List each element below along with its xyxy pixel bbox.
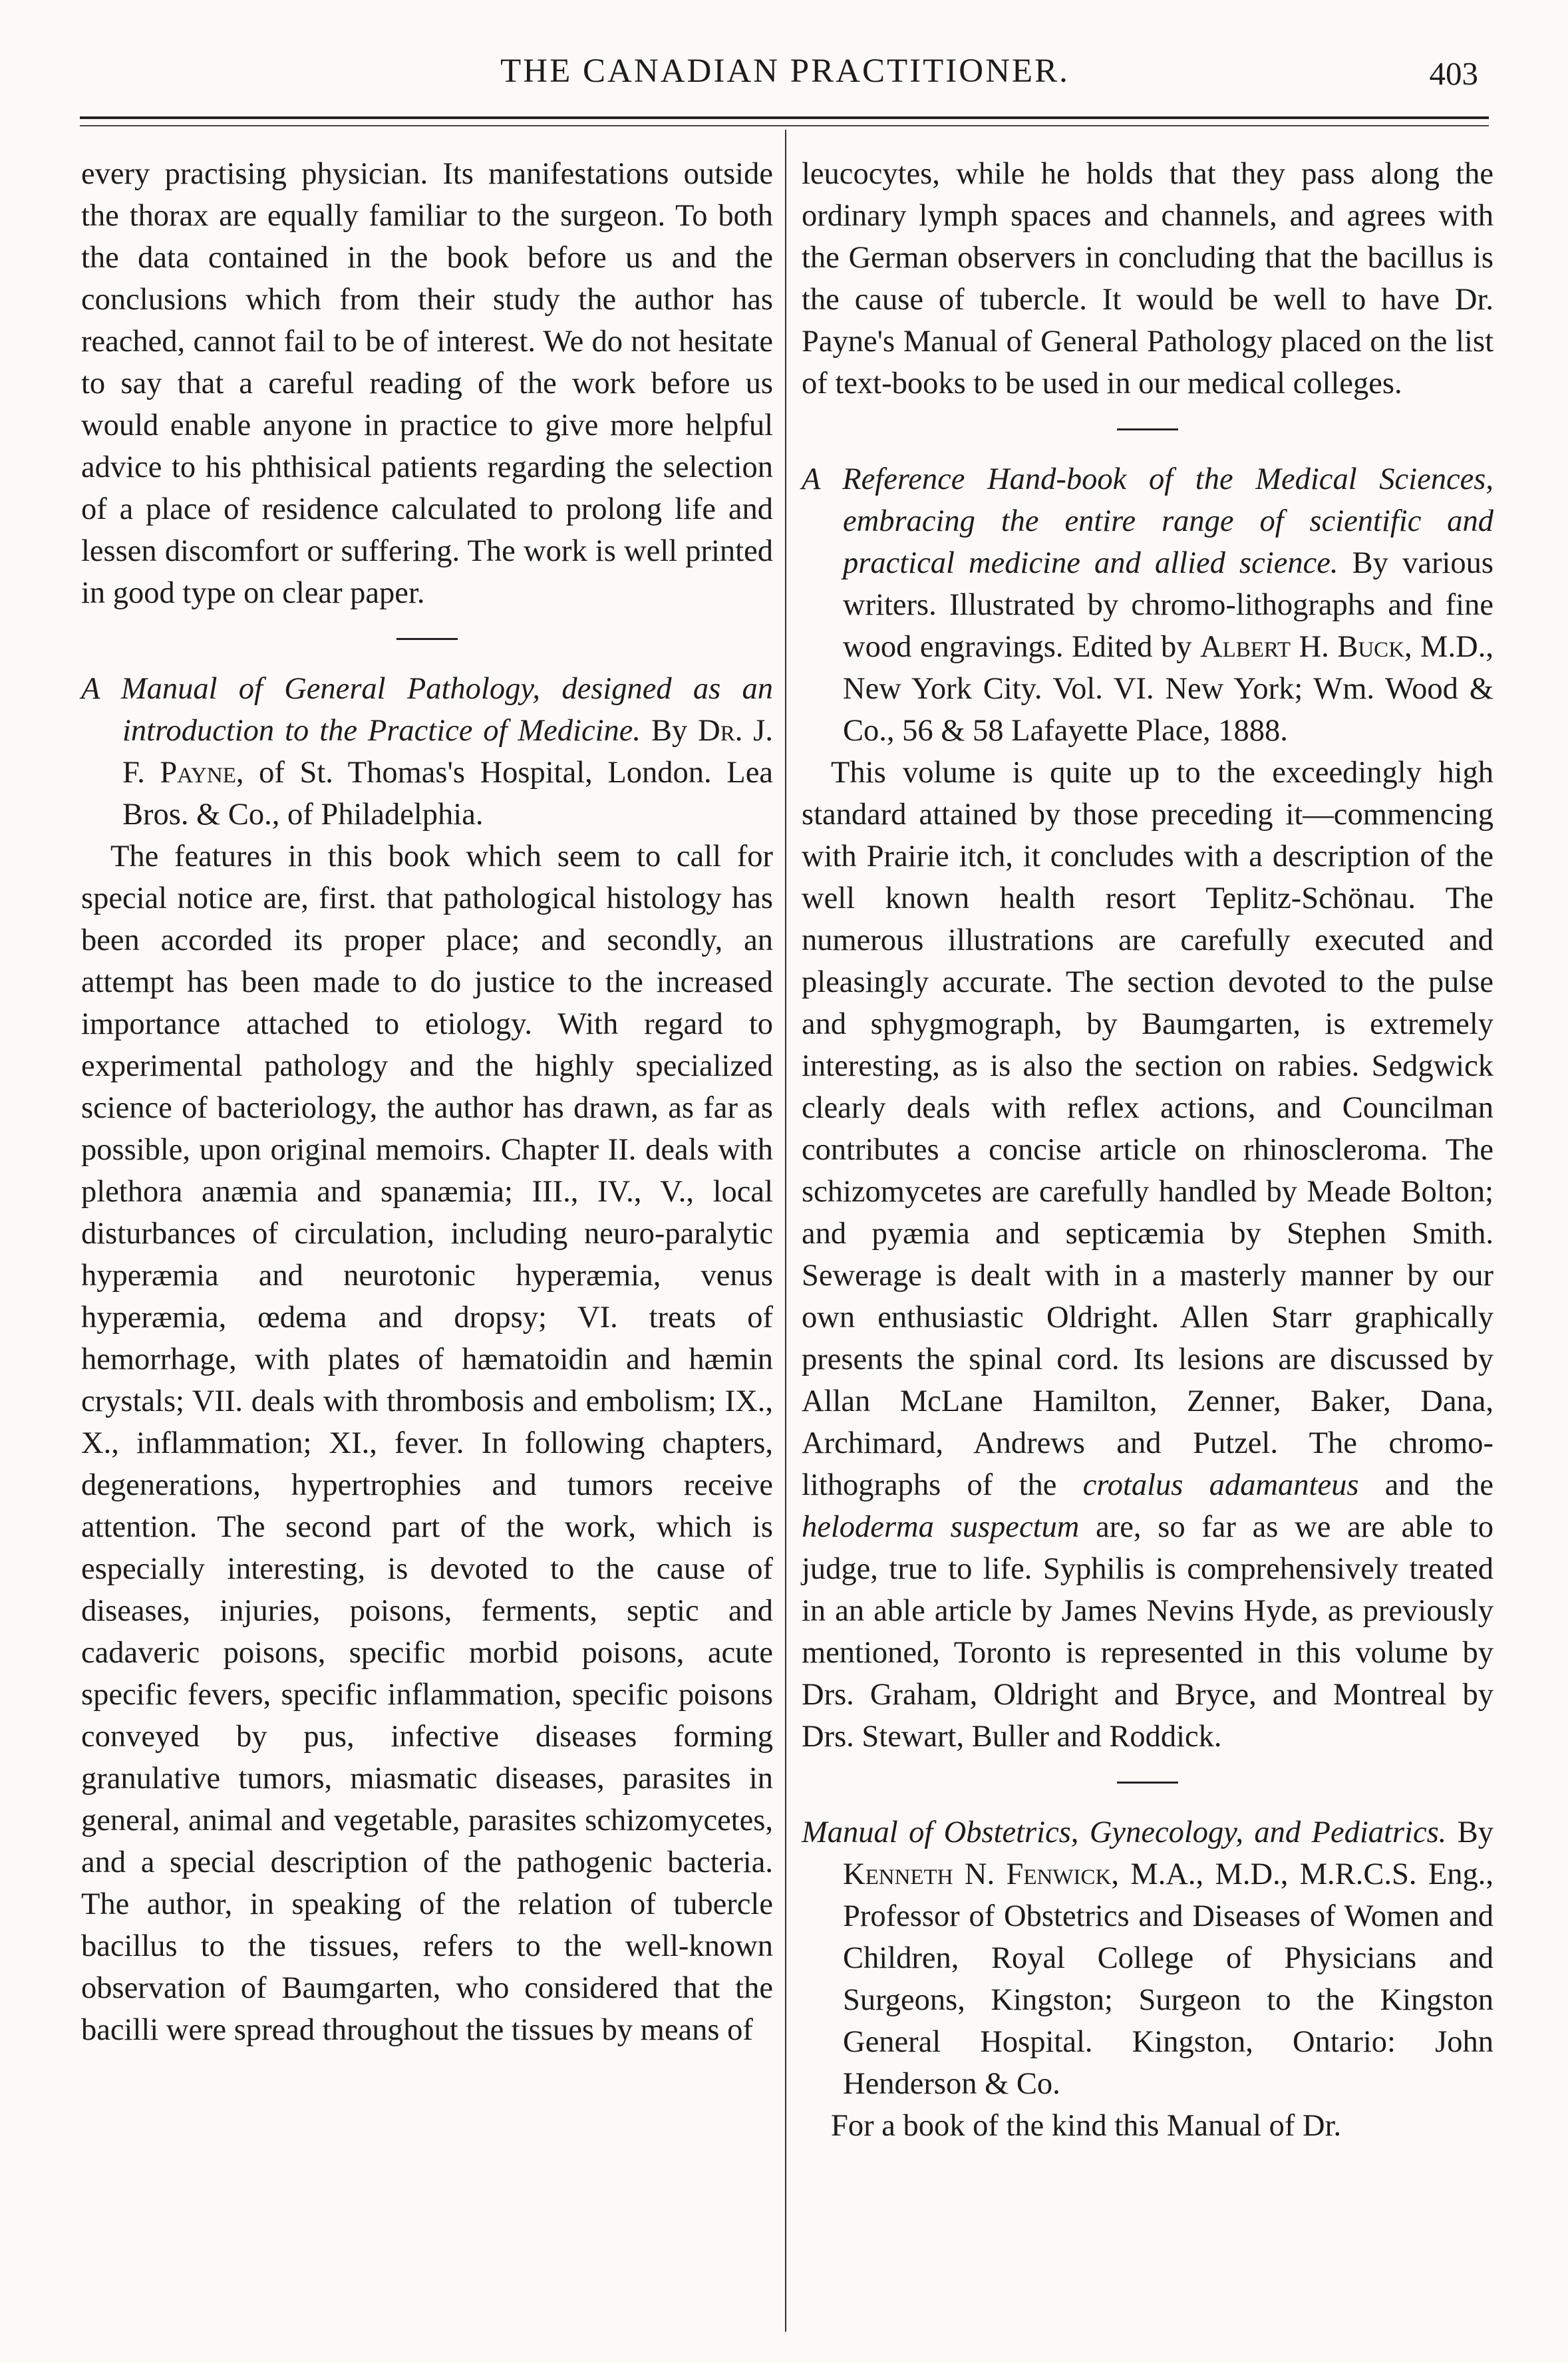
review-body-text: are, so far as we are able to judge, true to life. Syphilis is comprehensively treated in an able article by James Nevins Hyde, as previously mentioned, Toronto is represented in this volume by Drs. Graham, Oldright and Bryce, and Montreal by Drs. Stewart, Buller and Roddick.	[802, 1510, 1493, 1754]
intro-paragraph: every practising physician. Its manifestations outside the thorax are equally familiar to the surgeon. To both the data contained in the book before us and the conclusions which from their study the author has reached, cannot fail to be of interest. We do not hesitate to say that a careful reading of the work before us would enable anyone in practice to give more helpful advice to his phthisical patients regarding the selection of a place of residence calculated to prolong life and lessen discomfort or suffering. The work is well printed in good type on clear paper.	[81, 157, 773, 610]
review-heading-payne	[81, 668, 773, 836]
review-publisher: , M.D., New York City. Vol. VI. New York; Wm. Wood & Co., 56 & 58 Lafayette Place, 1888.	[843, 630, 1493, 748]
species-name: crotalus adamanteus	[1082, 1468, 1359, 1502]
review-body-buck	[802, 752, 1493, 1758]
continuation-paragraph: leucocytes, while he holds that they pass along the ordinary lymph spaces and channels, and agrees with the German observers in concluding that the bacillus is the cause of tubercle. It would be well to have Dr. Payne's Manual of General Pathology placed on the list of text-books to be used in our medical colleges.	[802, 157, 1493, 400]
review-heading-fenwick	[802, 1812, 1493, 2105]
section-separator	[1117, 428, 1178, 430]
review-publisher: , M.A., M.D., M.R.C.S. Eng., Professor of Obstetrics and Diseases of Women and Children, Royal College of Physicians and Surgeons, Kingston; Surgeon to the Kingston General Hospital. Kingston, Ontario: John Henderson & Co.	[843, 1857, 1493, 2101]
review-author: Dr. J. F. Payne	[122, 714, 774, 790]
left-column	[81, 153, 773, 2051]
review-author: Kenneth N. Fenwick	[843, 1857, 1112, 1891]
review-body-fenwick: For a book of the kind this Manual of Dr.	[831, 2109, 1342, 2143]
page-number: 403	[1429, 55, 1478, 92]
right-column	[802, 153, 1493, 2147]
column-divider	[785, 130, 786, 2332]
review-title: Manual of Obstetrics, Gynecology, and Pediatrics.	[802, 1815, 1447, 1849]
review-details: By various writers. Illustrated by chromo-lithographs and fine wood engravings. Edited by	[843, 546, 1493, 664]
header-rule-thick	[80, 116, 1489, 119]
review-by: By	[651, 714, 688, 748]
running-head	[80, 47, 1490, 120]
review-title: A Manual of General Pathology, designed as an introduction to the Practice of Medicine.	[81, 672, 773, 748]
species-name: heloderma suspectum	[802, 1510, 1080, 1544]
header-rule-thin	[80, 125, 1489, 126]
running-title: THE CANADIAN PRACTITIONER.	[500, 53, 1070, 90]
review-title: A Reference Hand-book of the Medical Sciences, embracing the entire range of scientific and practical medicine and allied science.	[802, 462, 1493, 580]
review-editor: Albert H. Buck	[1199, 630, 1405, 664]
review-by: By	[1446, 1815, 1493, 1849]
section-separator	[1117, 1782, 1178, 1784]
review-body-text: This volume is quite up to the exceedingly high standard attained by those preceding it—commencing with Prairie itch, it concludes with a description of the well known health resort Teplitz-Schönau. The numerous illustrations are carefully executed and pleasingly accurate. The section devoted to the pulse and sphygmograph, by Baumgarten, is extremely interesting, as is also the section on rabies. Sedgwick clearly deals with reflex actions, and Councilman contributes a concise article on rhinoscleroma. The schizomycetes are carefully handled by Meade Bolton; and pyæmia and septicæmia by Stephen Smith. Sewerage is dealt with in a masterly manner by our own enthusiastic Oldright. Allen Starr graphically presents the spinal cord. Its lesions are discussed by Allan McLane Hamilton, Zenner, Baker, Dana, Archimard, Andrews and Putzel. The chromo-lithographs of the	[802, 756, 1493, 1502]
review-publisher: , of St. Thomas's Hospital, London. Lea Bros. & Co., of Philadelphia.	[122, 756, 773, 832]
section-separator	[396, 638, 458, 640]
review-body-text: and the	[1358, 1468, 1493, 1502]
review-body-payne: The features in this book which seem to call for special notice are, first. that pathological histology has been accorded its proper place; and secondly, an attempt has been made to do justice to the increased importance attached to etiology. With regard to experimental pathology and the highly specialized science of bacteriology, the author has drawn, as far as possible, upon original memoirs. Chapter II. deals with plethora anæmia and spanæmia; III., IV., V., local disturbances of circulation, including neuro-paralytic hyperæmia and neurotonic hyperæmia, venus hyperæmia, œdema and dropsy; VI. treats of hemorrhage, with plates of hæmatoidin and hæmin crystals; VII. deals with thrombosis and embolism; IX., X., inflammation; XI., fever. In following chapters, degenerations, hypertrophies and tumors receive attention. The second part of the work, which is especially interesting, is devoted to the cause of diseases, injuries, poisons, ferments, septic and cadaveric poisons, specific morbid poisons, acute specific fevers, specific inflammation, specific poisons conveyed by pus, infective diseases forming granulative tumors, miasmatic diseases, parasites in general, animal and vegetable, parasites schizomycetes, and a special description of the pathogenic bacteria. The author, in speaking of the relation of tubercle bacillus to the tissues, refers to the well-known observation of Baumgarten, who considered that the bacilli were spread throughout the tissues by means of	[81, 840, 773, 2047]
review-heading-buck	[802, 458, 1493, 752]
